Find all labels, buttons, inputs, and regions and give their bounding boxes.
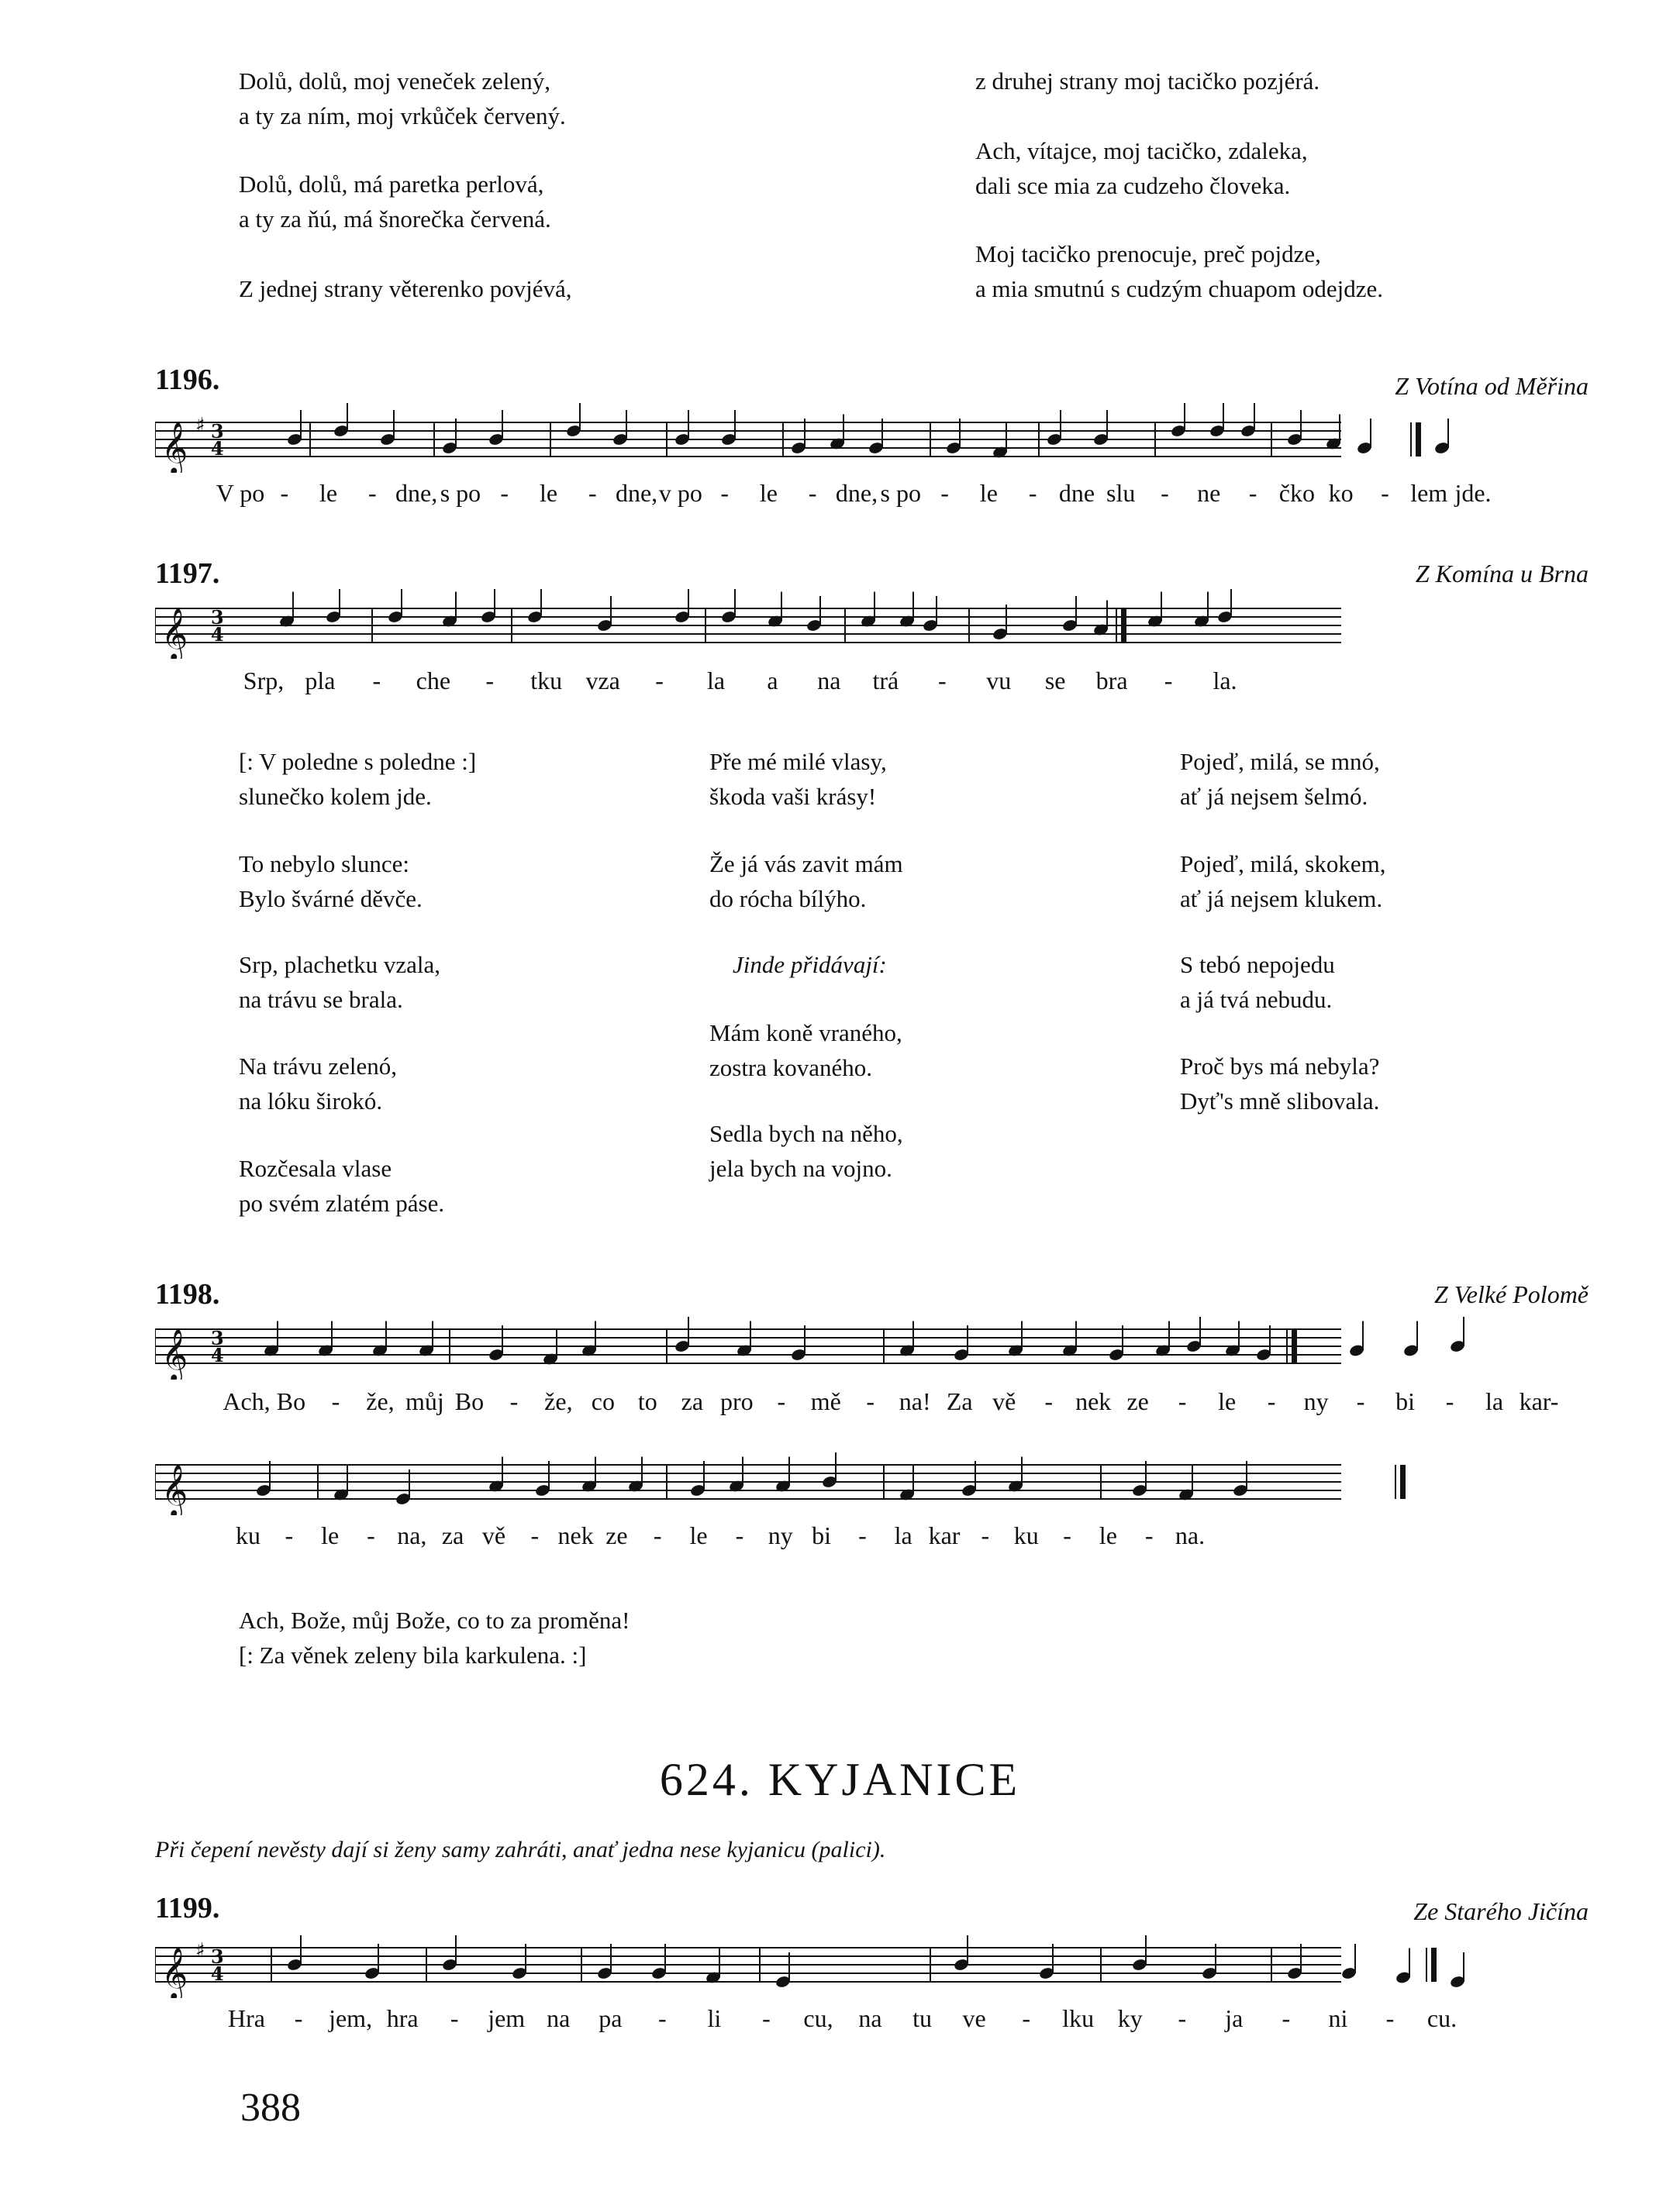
- lyric-syllable: -: [735, 1521, 744, 1549]
- lyric-syllable: ny: [768, 1521, 793, 1549]
- lyric-syllable: -: [500, 479, 509, 507]
- lyric-syllable: na,: [397, 1521, 427, 1549]
- lyric-syllable: bra: [1095, 667, 1128, 694]
- lyric-syllable: ne: [1197, 479, 1221, 507]
- lyric-syllable: v po: [658, 479, 702, 507]
- lyric-syllable: -: [331, 1387, 340, 1415]
- lyric-syllable: to: [637, 1387, 657, 1415]
- stanza-col2-1: Pře mé milé vlasy, škoda vaši krásy!: [709, 748, 887, 810]
- sharp-icon: ♯: [195, 1939, 205, 1962]
- lyric-syllable: a: [767, 667, 778, 694]
- lyric-syllable: na: [858, 2004, 882, 2032]
- stanza-col3-1: Pojeď, milá, se mnó, ať já nejsem šelmó.: [1180, 748, 1380, 810]
- lyric-syllable: -: [450, 2004, 459, 2032]
- lyric-syllable: pla: [305, 667, 336, 694]
- song-number: 1198.: [155, 1278, 220, 1311]
- stanza-top-right-1: z druhej strany moj tacičko pozjérá.: [975, 67, 1320, 95]
- lyric-syllable: ja: [1225, 2004, 1244, 2032]
- lyric-syllable: -: [1044, 1387, 1054, 1415]
- lyric-syllable: ve: [962, 2004, 986, 2032]
- lyric-syllable: -: [368, 479, 377, 507]
- treble-clef-icon: 𝄞: [161, 607, 188, 659]
- lyric-syllable: la: [706, 667, 726, 694]
- time-signature: 4: [211, 1344, 224, 1366]
- lyric-syllable: -: [367, 1521, 375, 1549]
- lyric-syllable: -: [720, 479, 729, 507]
- lyric-syllable: le: [1099, 1521, 1117, 1549]
- lyric-syllable: ze: [605, 1521, 628, 1549]
- lyric-syllable: nek: [557, 1521, 594, 1549]
- lyric-syllable: -: [1144, 1521, 1154, 1549]
- time-signature: 3: [211, 1945, 224, 1968]
- lyric-syllable: le: [689, 1521, 708, 1549]
- lyric-syllable: -: [1445, 1387, 1454, 1415]
- lyric-syllable: che: [416, 667, 451, 694]
- treble-clef-icon: 𝄞: [161, 421, 188, 473]
- final-barline: [1416, 422, 1421, 457]
- lyric-syllable: -: [658, 2004, 667, 2032]
- song-number: 1197.: [155, 557, 220, 590]
- stanza-top-left-3: Z jednej strany věterenko povjévá,: [239, 275, 572, 302]
- sharp-icon: ♯: [195, 414, 205, 437]
- stanza-heading: Jinde přidávají:: [733, 951, 887, 978]
- lyric-syllable: la.: [1213, 667, 1237, 694]
- song-source: Ze Starého Jičína: [1413, 1897, 1589, 1925]
- lyric-syllable: ky: [1117, 2004, 1143, 2032]
- lyric-syllable: -: [808, 479, 817, 507]
- lyric-syllable: lku: [1062, 2004, 1095, 2032]
- stanza-col1-2: To nebylo slunce: Bylo švárné děvče.: [239, 850, 423, 912]
- lyric-syllable: vě: [481, 1521, 506, 1549]
- lyric-syllable: -: [777, 1387, 786, 1415]
- lyric-syllable: se: [1044, 667, 1066, 694]
- stanza-col3-2: Pojeď, milá, skokem, ať já nejsem klukem.: [1180, 850, 1386, 912]
- lyric-syllable: -: [294, 2004, 303, 2032]
- lyric-syllable: ze: [1126, 1387, 1149, 1415]
- lyric-syllable: kar: [928, 1521, 961, 1549]
- lyric-syllable: -: [940, 479, 949, 507]
- lyric-syllable: jem,: [329, 2004, 373, 2032]
- lyric-syllable: Srp,: [243, 667, 285, 694]
- lyric-syllable: s po: [880, 479, 922, 507]
- lyric-syllable: nek: [1075, 1387, 1112, 1415]
- treble-clef-icon: 𝄞: [161, 1946, 188, 1998]
- section-title: 624. KYJANICE: [659, 1754, 1021, 1805]
- lyric-syllable: -: [530, 1521, 540, 1549]
- lyric-syllable: -: [1282, 2004, 1291, 2032]
- lyric-syllable: jde.: [1454, 479, 1492, 507]
- lyric-syllable: cu,: [803, 2004, 833, 2032]
- lyric-syllable: le: [539, 479, 558, 507]
- music-staff: [155, 1310, 1589, 1380]
- song-source: Z Velké Polomě: [1433, 1280, 1589, 1308]
- lyric-syllable: -: [866, 1387, 875, 1415]
- time-signature: 4: [211, 623, 224, 646]
- lyric-syllable: ny: [1303, 1387, 1329, 1415]
- lyric-syllable: -: [1178, 2004, 1187, 2032]
- lyric-syllable: za: [441, 1521, 464, 1549]
- lyric-syllable: jem: [488, 2004, 526, 2032]
- stanza-top-right-2: Ach, vítajce, moj tacičko, zdaleka, dali sce mia za cudzeho človeka.: [975, 137, 1308, 199]
- lyric-syllable: -: [937, 667, 947, 694]
- music-staff: [155, 403, 1589, 473]
- stanza-col2-2: Že já vás zavit mám do rócha bílýho.: [709, 850, 903, 912]
- lyric-syllable: -: [285, 1521, 294, 1549]
- stanza-top-left-2: Dolů, dolů, má paretka perlová, a ty za ňú, má šnorečka červená.: [239, 171, 551, 233]
- lyric-syllable: pa: [599, 2004, 623, 2032]
- lyric-syllable: -: [1028, 479, 1037, 507]
- lyric-syllable: -: [1178, 1387, 1187, 1415]
- stanza-top-right-3: Moj tacičko prenocuje, preč pojdze, a mia smutnú s cudzým chuapom odejdze.: [975, 240, 1384, 302]
- stanza-1198: Ach, Bože, můj Bože, co to za proměna! [: Za věnek zeleny bila karkulena. :]: [239, 1607, 630, 1669]
- lyric-syllable: vu: [986, 667, 1012, 694]
- lyric-syllable: -: [372, 667, 381, 694]
- music-staff: [155, 1928, 1589, 1998]
- music-staff: [155, 589, 1589, 659]
- lyric-syllable: Ach,: [223, 1387, 271, 1415]
- stanza-col1-5: Rozčesala vlase po svém zlatém páse.: [239, 1155, 445, 1217]
- lyric-syllable: dne,: [395, 479, 438, 507]
- lyric-syllable: Bo: [454, 1387, 485, 1415]
- lyric-syllable: ku: [1013, 1521, 1039, 1549]
- lyric-syllable: dne,: [835, 479, 878, 507]
- lyric-syllable: li: [707, 2004, 722, 2032]
- lyric-syllable: lem: [1410, 479, 1448, 507]
- lyric-syllable: tku: [530, 667, 563, 694]
- lyric-syllable: dne: [1058, 479, 1095, 507]
- song-number: 1199.: [155, 1892, 220, 1924]
- lyric-syllable: cu.: [1426, 2004, 1457, 2032]
- lyric-syllable: le: [979, 479, 998, 507]
- time-signature: 4: [211, 437, 224, 460]
- lyric-syllable: za: [681, 1387, 704, 1415]
- time-signature: 3: [211, 1327, 224, 1349]
- stanza-col3-4: Proč bys má nebyla? Dyť's mně slibovala.: [1180, 1053, 1380, 1115]
- lyric-syllable: -: [1267, 1387, 1276, 1415]
- lyric-syllable: V po: [216, 479, 265, 507]
- song-source: Z Votína od Měřina: [1395, 372, 1589, 400]
- stanza-col2-3: Mám koně vraného, zostra kovaného.: [709, 1019, 902, 1081]
- stanza-col1-4: Na trávu zelenó, na lóku širokó.: [239, 1053, 397, 1115]
- lyric-syllable: na: [547, 2004, 571, 2032]
- lyric-syllable: -: [981, 1521, 990, 1549]
- lyric-syllable: -: [1248, 479, 1257, 507]
- lyric-syllable: trá: [872, 667, 899, 694]
- lyric-syllable: bi: [812, 1521, 832, 1549]
- lyric-syllable: -: [280, 479, 289, 507]
- lyric-syllable: le: [759, 479, 778, 507]
- lyric-syllable: s po: [440, 479, 481, 507]
- section-description: Při čepení nevěsty dají si ženy samy zahráti, anať jedna nese kyjanicu (palici).: [155, 1837, 886, 1862]
- lyric-syllable: -: [655, 667, 664, 694]
- lyric-syllable: hra: [386, 2004, 419, 2032]
- treble-clef-icon: 𝄞: [161, 1463, 188, 1515]
- lyric-syllable: kar-: [1519, 1387, 1559, 1415]
- lyric-syllable: ko: [1328, 479, 1354, 507]
- song-source: Z Komína u Brna: [1415, 560, 1589, 587]
- treble-clef-icon: 𝄞: [161, 1328, 188, 1380]
- lyric-syllable: Hra: [228, 2004, 265, 2032]
- lyric-syllable: bi: [1395, 1387, 1415, 1415]
- lyric-syllable: -: [509, 1387, 519, 1415]
- lyric-syllable: slu: [1106, 479, 1136, 507]
- stanza-col3-3: S tebó nepojedu a já tvá nebudu.: [1180, 951, 1335, 1013]
- lyric-syllable: -: [1356, 1387, 1365, 1415]
- time-signature: 3: [211, 606, 224, 629]
- lyric-syllable: -: [588, 479, 597, 507]
- final-barline: [1292, 1329, 1297, 1363]
- lyric-syllable: že,: [366, 1387, 395, 1415]
- lyric-syllable: čko: [1278, 479, 1315, 507]
- lyric-syllable: le: [1218, 1387, 1237, 1415]
- lyric-syllable: dne,: [615, 479, 658, 507]
- lyric-syllable: -: [1385, 2004, 1395, 2032]
- lyric-syllable: Za: [946, 1387, 973, 1415]
- lyric-syllable: vě: [992, 1387, 1016, 1415]
- stanza-col1-3: Srp, plachetku vzala, na trávu se brala.: [239, 951, 440, 1013]
- time-signature: 4: [211, 1962, 224, 1985]
- lyric-syllable: le: [319, 479, 338, 507]
- lyric-syllable: -: [485, 667, 495, 694]
- final-barline: [1400, 1465, 1406, 1499]
- lyric-syllable: Bo: [276, 1387, 306, 1415]
- lyric-syllable: vza: [585, 667, 620, 694]
- lyric-syllable: můj: [405, 1387, 444, 1415]
- lyric-syllable: -: [1022, 2004, 1030, 2032]
- lyric-syllable: -: [858, 1521, 867, 1549]
- lyric-syllable: pro: [719, 1387, 754, 1415]
- lyric-syllable: tu: [912, 2004, 933, 2032]
- lyric-syllable: la: [894, 1521, 912, 1549]
- final-barline: [1121, 608, 1126, 643]
- lyric-syllable: -: [653, 1521, 662, 1549]
- lyric-syllable: na: [817, 667, 841, 694]
- final-barline: [1431, 1948, 1437, 1982]
- lyric-syllable: -: [762, 2004, 771, 2032]
- lyric-syllable: na!: [899, 1387, 931, 1415]
- lyric-syllable: ku: [236, 1521, 260, 1549]
- lyric-syllable: le: [321, 1521, 340, 1549]
- lyric-syllable: -: [1164, 667, 1173, 694]
- stanza-col1-1: [: V poledne s poledne :] slunečko kolem jde.: [239, 748, 477, 810]
- lyric-syllable: -: [1161, 479, 1169, 507]
- song-number: 1196.: [155, 363, 220, 396]
- lyric-syllable: co: [591, 1387, 615, 1415]
- lyric-syllable: la: [1485, 1387, 1504, 1415]
- lyric-syllable: na.: [1175, 1521, 1206, 1549]
- lyric-syllable: ni: [1328, 2004, 1348, 2032]
- music-staff: [155, 1445, 1589, 1515]
- page-number: 388: [240, 2086, 301, 2130]
- lyric-syllable: že,: [544, 1387, 573, 1415]
- lyric-syllable: -: [1381, 479, 1389, 507]
- stanza-col2-4: Sedla bych na něho, jela bych na vojno.: [709, 1120, 903, 1182]
- lyric-syllable: mě: [810, 1387, 841, 1415]
- stanza-top-left-1: Dolů, dolů, moj veneček zelený, a ty za ním, moj vrkůček červený.: [239, 67, 566, 129]
- lyric-syllable: -: [1063, 1521, 1071, 1549]
- time-signature: 3: [211, 420, 224, 443]
